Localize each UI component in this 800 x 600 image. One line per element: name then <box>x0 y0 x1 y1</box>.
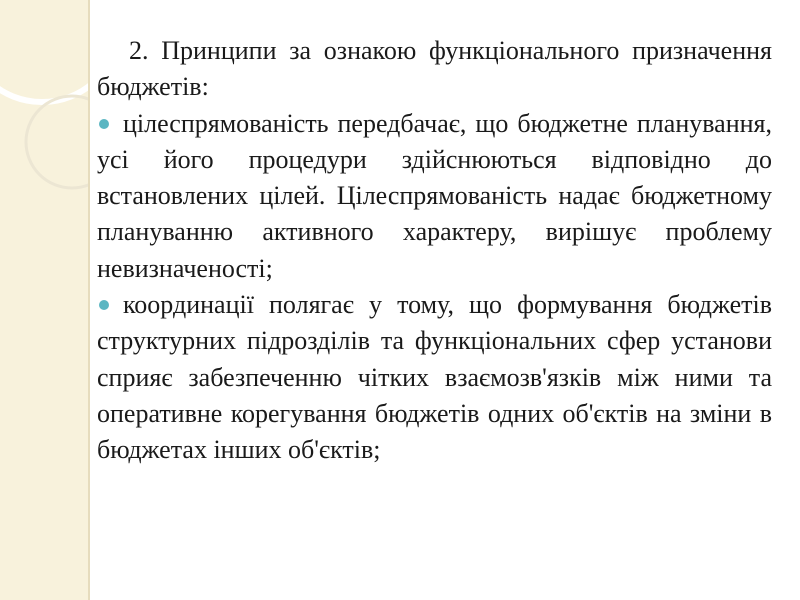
bullet-dot-icon <box>99 119 109 129</box>
bullet-dot-icon <box>99 300 109 310</box>
bullet-text: цілеспрямованість передбачає, що бюджетне планування, усі його процедури здійснюються відповідно до встановлених цілей. Цілеспрямованість надає бюджетному плануванню активного характеру, вирішує проблему невизначеності; <box>97 108 772 283</box>
sidebar-edge-line <box>88 0 90 600</box>
deco-circle-large <box>0 0 90 102</box>
decorative-sidebar <box>0 0 90 600</box>
slide-heading: 2. Принципи за ознакою функціонального призначення бюджетів: <box>97 36 772 102</box>
deco-circle-small <box>26 96 90 188</box>
bullet-item-coordination <box>97 287 772 468</box>
slide-content <box>97 33 772 469</box>
bullet-text: координації полягає у тому, що формування бюджетів структурних підрозділів та функціональних сфер установи сприяє забезпеченню чітких взаємозв'язків між ними та оперативне корегування бюджетів одних об'єктів на зміни в бюджетах інших об'єктів; <box>97 290 772 465</box>
bullet-item-purposefulness <box>97 106 772 287</box>
decorative-circles <box>0 0 90 600</box>
